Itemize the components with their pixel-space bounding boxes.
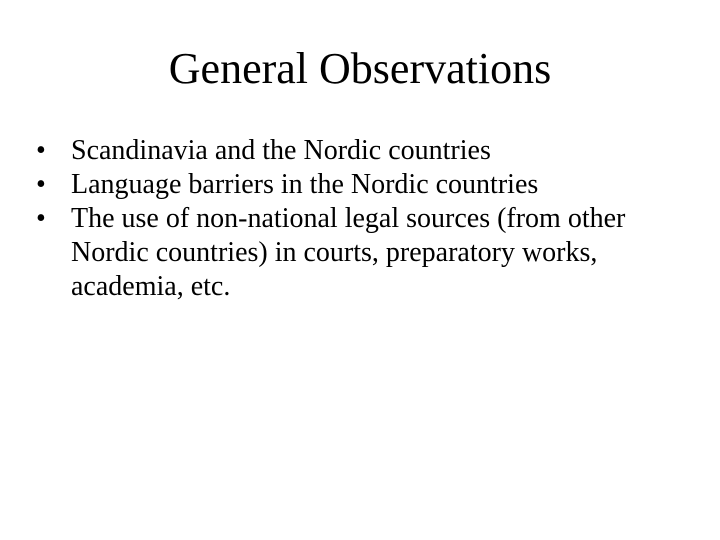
bullet-list <box>36 134 676 304</box>
bullet-text: Language barriers in the Nordic countries <box>71 169 539 200</box>
bullet-text: Scandinavia and the Nordic countries <box>71 135 491 166</box>
bullet-icon: • <box>36 203 46 234</box>
bullet-text: The use of non-national legal sources (from other Nordic countries) in courts, preparatory works, academia, etc. <box>71 203 626 302</box>
bullet-icon: • <box>36 135 46 166</box>
bullet-item <box>36 168 676 202</box>
slide-title: General Observations <box>168 44 552 93</box>
bullet-item <box>36 202 676 304</box>
bullet-item <box>36 134 676 168</box>
bullet-icon: • <box>36 169 46 200</box>
